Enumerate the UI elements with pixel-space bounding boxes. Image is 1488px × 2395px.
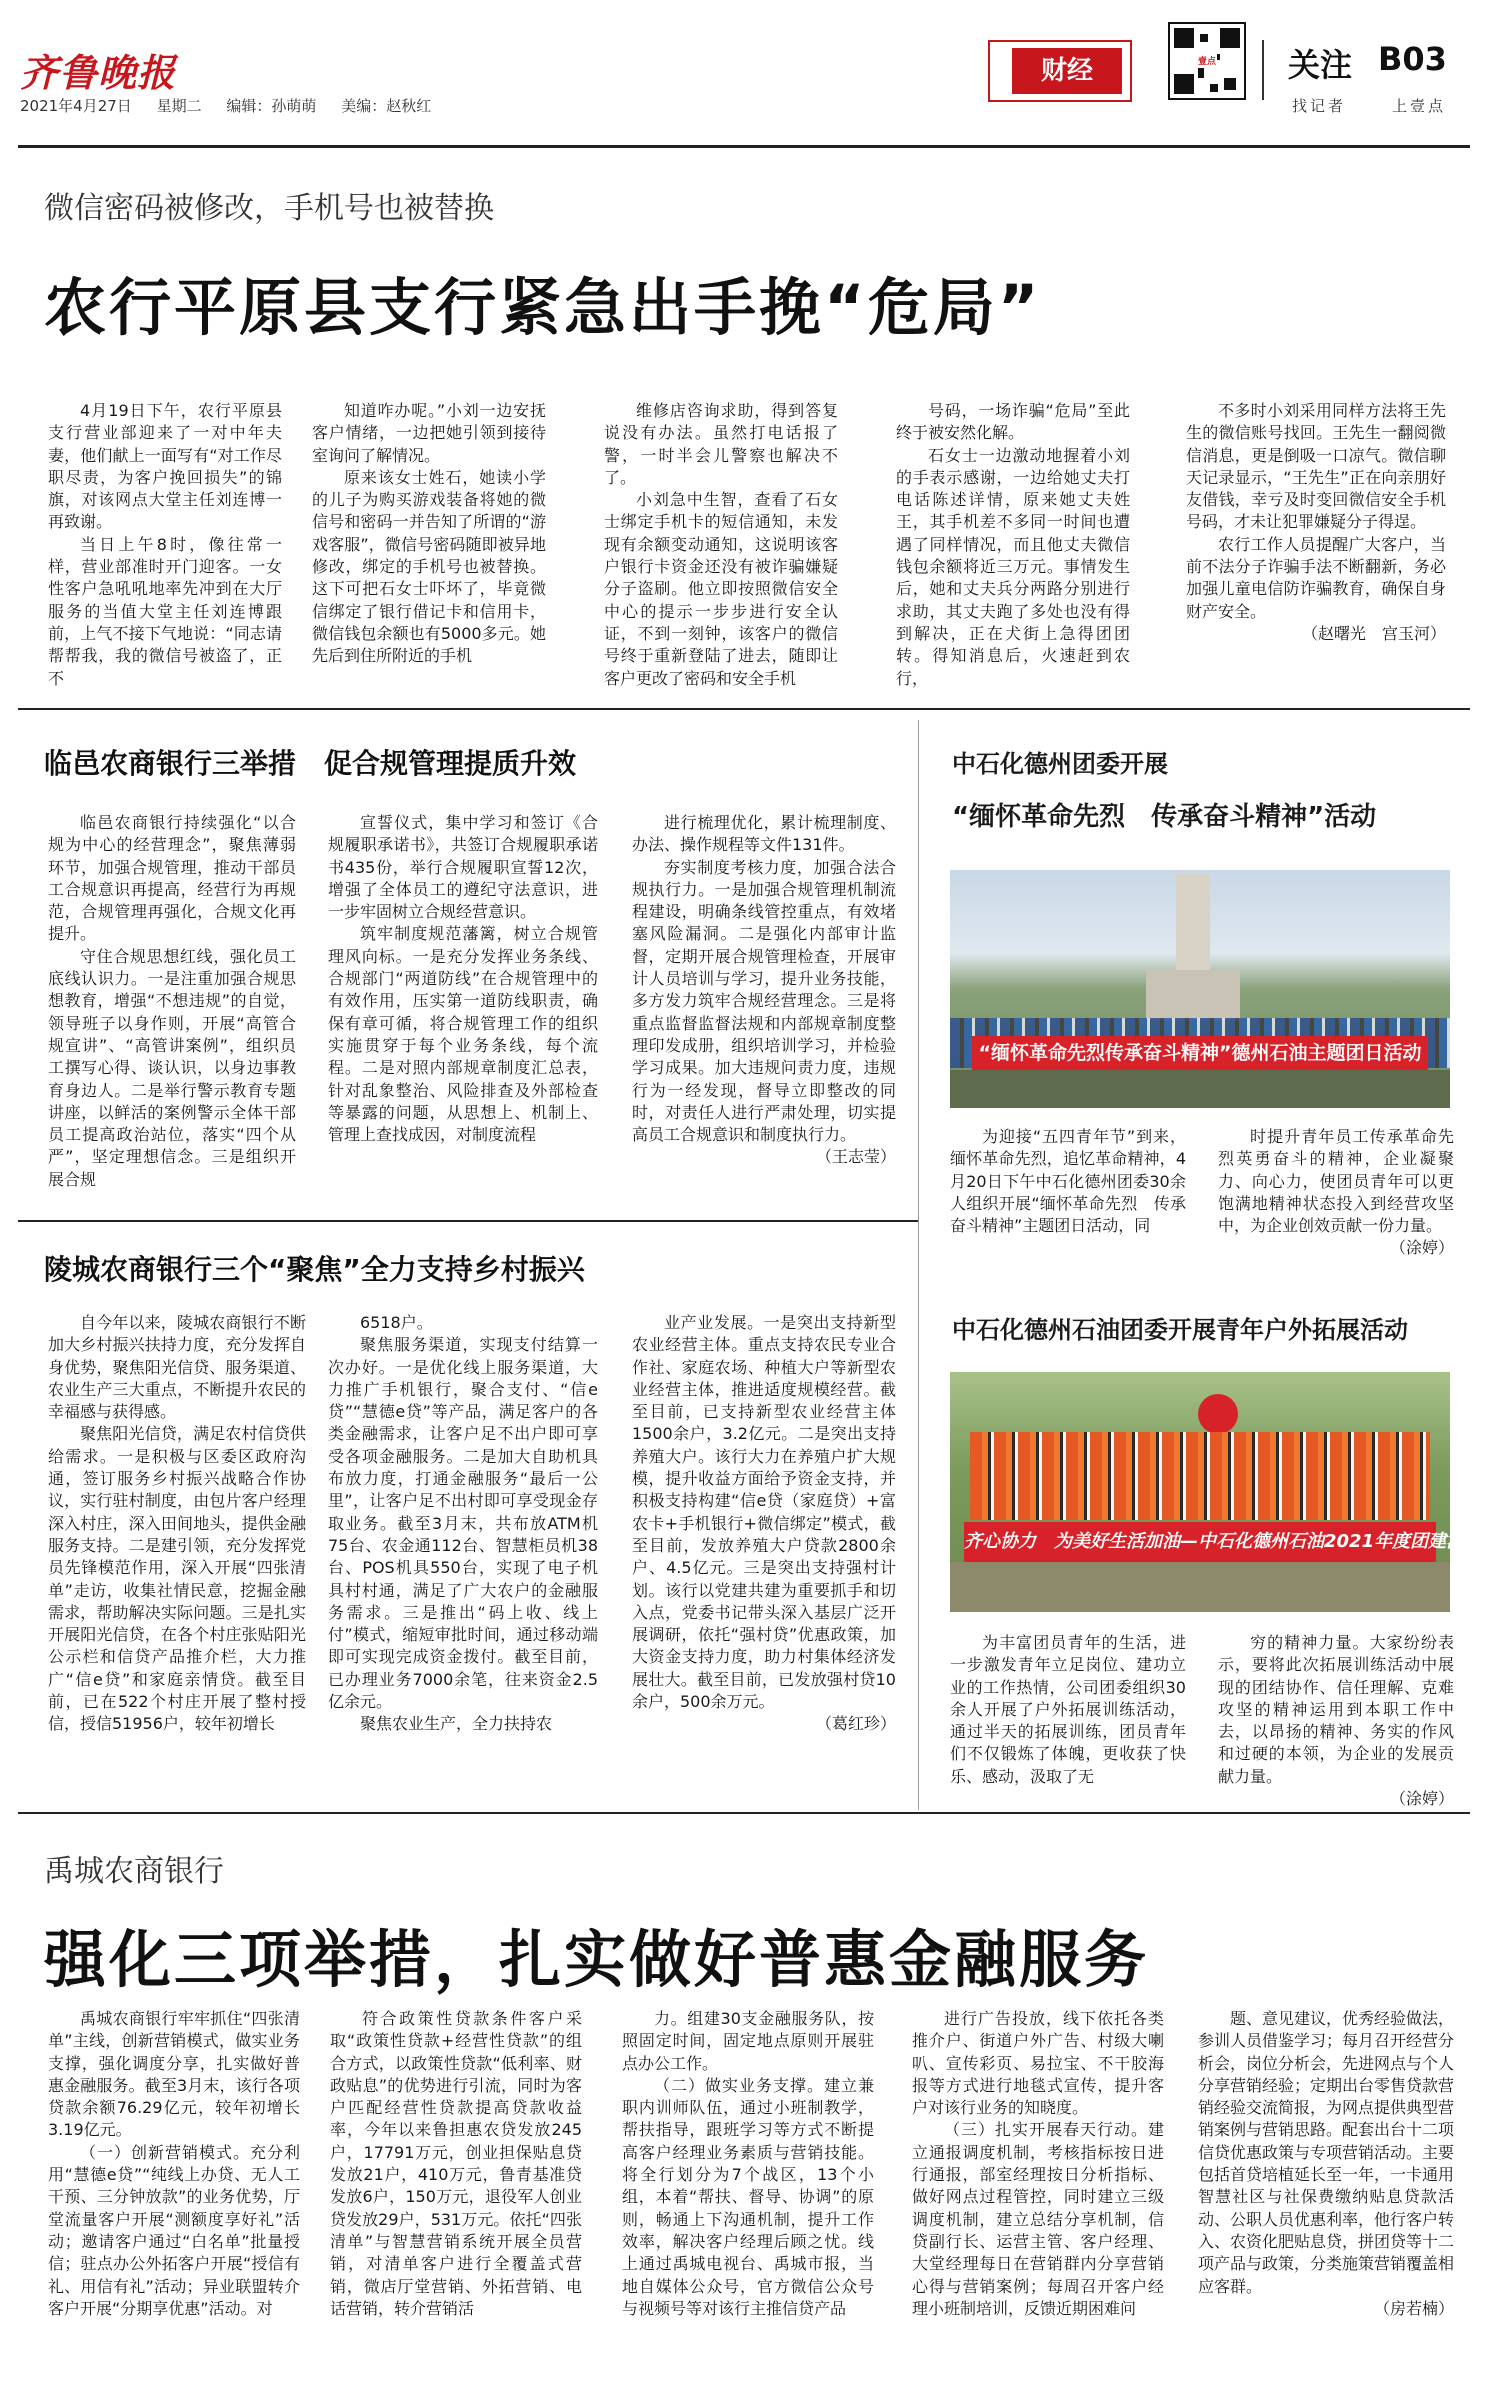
- newspaper-logo: 齐鲁晚报: [20, 50, 177, 95]
- monument-base: [1146, 970, 1240, 1020]
- issue-meta: [20, 95, 451, 116]
- story6-byline: （房若楠）: [1373, 2298, 1454, 2318]
- story5-byline: （涂婷）: [1389, 1789, 1454, 1809]
- story3-col1: [48, 1312, 306, 1786]
- story3-col2-text-p3: 聚焦农业生产，全力扶持农: [360, 1714, 553, 1734]
- masthead-rule: [18, 145, 1470, 148]
- story4-title-line2: “缅怀革命先烈 传承奋斗精神”活动: [952, 802, 1377, 832]
- story1-col3: [604, 400, 838, 690]
- story3-col3: [632, 1312, 896, 1786]
- story1-col5: [1186, 400, 1446, 690]
- section-label: 财经: [1012, 48, 1122, 94]
- story1-col4-text-p2: 石女士一边激动地握着小刘的手表示感谢，一边给她丈夫打电话陈述详情，原来她丈夫姓王，其手机差不多同一时间也遭遇了同样情况，而且他丈夫微信钱包余额将近三万元。事情发生后，她和丈夫兵分两路分别进行求助，其丈夫跑了多处也没有得到解决，正在犬街上急得团团转。得知消息后，火速赶到农行，: [896, 445, 1130, 688]
- story3-col3-text: 业产业发展。一是突出支持新型农业经营主体。重点支持农民专业合作社、家庭农场、种植大户等新型农业经营主体，推进适度规模经营。截至目前，已支持新型农业经营主体1500余户，3.2亿元。二是突出支持养殖大户。该行大力在养殖户扩大规模，提升收益方面给予资金支持，并积极支持构建“信e贷（家庭贷）+富农卡+手机银行+微信绑定”模式，截至目前，发放养殖大户贷款2800余户、4.5亿元。三是突出支持强村计划。该行以党建共建为重要抓手和切入点，党委书记带头深入基层广泛开展调研，依托“强村贷”优惠政策，加大资金支持力度，助力村集体经济发展壮大。截至目前，已发放强村贷10余户，500余万元。: [632, 1313, 896, 1712]
- story2-rule: [18, 1220, 918, 1222]
- story3-byline: （葛红珍）: [815, 1714, 896, 1734]
- follow-label: 关注: [1288, 46, 1353, 84]
- story4-photo-banner: “缅怀革命先烈传承奋斗精神”德州石油主题团日活动: [972, 1036, 1428, 1070]
- story1-col1-text: 4月19日下午，农行平原县支行营业部迎来了一对中年夫妻，他们献上一面写有“对工作尽职尽责，为客户挽回损失”的锦旗，对该网点大堂主任刘连博一再致谢。: [48, 401, 282, 532]
- story6-col5: [1198, 2008, 1454, 2380]
- ground: [950, 1562, 1450, 1612]
- story6-col3: [622, 2008, 874, 2380]
- story1-col1: [48, 400, 282, 690]
- story1-col1-text-p2: 当日上午8时，像往常一样，营业部准时开门迎客。一女性客户急吼吼地率先冲到在大厅服务的当值大堂主任刘连博跟前，上气不接下气地说：“同志请帮帮我，我的微信号被盗了，正不: [48, 534, 282, 688]
- section-tag: [988, 40, 1132, 102]
- qr-label: 壹点: [1197, 54, 1217, 67]
- story4-col1-text: 为迎接“五四青年节”到来，缅怀革命先烈，追忆革命精神，4月20日下午中石化德州团委30余人组织开展“缅怀革命先烈 传承奋斗精神”主题团日活动，同: [950, 1127, 1186, 1236]
- story4-col2: [1218, 1126, 1454, 1286]
- story4-byline: （涂婷）: [1389, 1238, 1454, 1258]
- story3-col1-text: 自今年以来，陵城农商银行不断加大乡村振兴扶持力度，充分发挥自身优势，聚焦阳光信贷、服务渠道、农业生产三大重点，不断提升农民的幸福感与获得感。: [48, 1313, 306, 1422]
- story2-col2: [328, 812, 598, 1202]
- follow-sub: 找记者: [1292, 97, 1347, 115]
- story6-col1-text-p2: （一）创新营销模式。充分利用“慧德e贷”“纯线上办贷、无人工干预、三分钟放款”的业务优势，厅堂流量客户开展“测额度享好礼”活动；邀请客户通过“白名单”批量授信；驻点办公外拓客户开展“授信有礼、用信有礼”活动；异业联盟转介客户开展“分期享优惠”活动。对: [48, 2142, 300, 2318]
- story3-title: 陵城农商银行三个“聚焦”全力支持乡村振兴: [44, 1253, 585, 1286]
- story2-title: 临邑农商银行三举措 促合规管理提质升效: [44, 747, 577, 780]
- story3-col2-text: 6518户。: [360, 1313, 433, 1332]
- story2-byline: （王志莹）: [815, 1147, 896, 1167]
- story5-photo-banner: 齐心协力 为美好生活加油—中石化德州石油2021年度团建活动: [964, 1522, 1436, 1562]
- story6-title: 强化三项举措，扎实做好普惠金融服务: [44, 1923, 1150, 1996]
- story6-col4-text-p2: （三）扎实开展春天行动。建立通报调度机制，考核指标按日进行通报，部室经理按日分析指标、做好网点过程管控，同时建立三级调度机制，建立总结分享机制，信贷副行长、运营主管、客户经理、大堂经理每日在营销群内分享营销心得与营销案例；每周召开客户经理小班制培训，反馈近期困难问: [912, 2120, 1164, 2318]
- story6-col5-text: 题、意见建议，优秀经验做法，参训人员借鉴学习；每月召开经营分析会，岗位分析会，先进网点与个人分享营销经验；定期出台零售贷款营销经验交流简报，为网点提供典型营销案例与营销思路。配套出台十二项信贷优惠政策与专项营销活动。主要包括首贷培植延长至一年，一卡通用智慧社区与社保费缴纳贴息贷款活动、公职人员优惠利率，他行客户转入、农资化肥贴息贷，拼团贷等十二项产品与政策，分类施策营销覆盖相应客群。: [1198, 2009, 1455, 2296]
- story1-col2: [312, 400, 546, 690]
- masthead-divider: [1262, 40, 1264, 100]
- story2-col2-text: 宣誓仪式，集中学习和签订《合规履职承诺书》，共签订合规履职承诺书435份，举行合规履职宣誓12次，增强了全体员工的遵纪守法意识，进一步牢固树立合规经营意识。: [328, 813, 598, 922]
- issue-date: 2021年4月27日: [20, 97, 132, 115]
- designer-credit: 美编：赵秋红: [341, 97, 432, 115]
- story6-col3-text: 力。组建30支金融服务队，按照固定时间，固定地点原则开展驻点办公工作。: [622, 2009, 874, 2073]
- story3-col2: [328, 1312, 598, 1786]
- story2-col1-text: 临邑农商银行持续强化“以合规为中心的经营理念”，聚焦薄弱环节，加强合规管理，推动干部员工合规意识再提高，经营行为再规范，合规管理再强化，合规文化再提升。: [48, 813, 296, 944]
- page-number: B03: [1378, 40, 1447, 78]
- story6-col4-text: 进行广告投放，线下依托各类推介户、街道户外广告、村级大喇叭、宣传彩页、易拉宝、不干胶海报等方式进行地毯式宣传，提升客户对该行业务的知晓度。: [912, 2009, 1164, 2118]
- story5-photo: [950, 1372, 1483, 1612]
- story6-col1: [48, 2008, 300, 2380]
- story1-byline: （赵曙光 宫玉河）: [1301, 623, 1446, 643]
- qr-code-icon: [1168, 22, 1246, 100]
- story6-col3-text-p2: （二）做实业务支撑。建立兼职内训师队伍，通过小班制教学，帮扶指导，跟班学习等方式不断提高客户经理业务素质与营销技能。将全行划分为7个战区，13个小组，本着“帮扶、督导、协调”的原则，畅通上下沟通机制，提升工作效率，解决客户经理后顾之忧。线上通过禹城电视台、禹城市报，当地自媒体公众号，官方微信公众号与视频号等对该行主推信贷产品: [622, 2075, 874, 2318]
- story1-col3-text-p2: 小刘急中生智，查看了石女士绑定手机卡的短信通知，未发现有余额变动通知，这说明该客户银行卡资金还没有被诈骗嫌疑分子盗刷。他立即按照微信安全中心的提示一步步进行安全认证，不到一刻钟，该客户的微信号终于重新登陆了进去，随即让客户更改了密码和安全手机: [604, 490, 838, 688]
- story2-col1: [48, 812, 296, 1202]
- story1-col4: [896, 400, 1130, 690]
- story3-col1-text-p2: 聚焦阳光信贷，满足农村信贷供给需求。一是积极与区委区政府沟通，签订服务乡村振兴战略合作协议，实行驻村制度，由包片客户经理深入村庄，深入田间地头，提供金融服务支持。二是建引领，充分发挥党员先锋模范作用，深入开展“四张清单”走访，收集社情民意，挖掘金融需求，帮助解决实际问题。三是扎实开展阳光信贷，在各个村庄张贴阳光公示栏和信贷产品推介栏，大力推广“信e贷”和家庭亲情贷。截至目前，已在522个村庄开展了整村授信，授信51956户，较年初增长: [48, 1424, 306, 1734]
- story1-title: 农行平原县支行紧急出手挽“危局”: [44, 271, 1042, 344]
- story2-col1-text-p2: 守住合规思想红线，强化员工底线认识力。一是注重加强合规思想教育，增强“不想违规”的自觉，领导班子以身作则，开展“高管合规宣讲”、“高管讲案例”，组织员工撰写心得、谈认识，以身边事教育身边人。二是举行警示教育专题讲座，以鲜活的案例警示全体干部员工提高政治站位，落实“四个从严”，坚定理想信念。三是组织开展合规: [48, 946, 296, 1189]
- story1-col5-text-p2: 农行工作人员提醒广大客户，当前不法分子诈骗手法不断翻新，务必加强儿童电信防诈骗教育，确保自身财产安全。: [1186, 534, 1446, 621]
- story2-col2-text-p2: 筑牢制度规范藩篱，树立合规管理风向标。一是充分发挥业务条线、合规部门“两道防线”在合规管理中的有效作用，压实第一道防线职责，确保有章可循，将合规管理工作的组织实施贯穿于每个业务条线，每个流程。二是对照内部规章制度汇总表，针对乱象整治、风险排查及外部检查等暴露的问题，从思想上、机制上、管理上查找成因，对制度流程: [328, 924, 598, 1145]
- story5-col1-text: 为丰富团员青年的生活，进一步激发青年立足岗位、建功立业的工作热情，公司团委组织30余人开展了户外拓展训练活动，通过半天的拓展训练，团员青年们不仅锻炼了体魄，更收获了快乐、感动，汲取了无: [950, 1633, 1186, 1786]
- story5-col1: [950, 1632, 1186, 1792]
- story6-kicker: 禹城农商银行: [44, 1854, 224, 1889]
- story2-col3-text: 进行梳理优化，累计梳理制度、办法、操作规程等文件131件。: [632, 813, 896, 855]
- group-people: [970, 1432, 1430, 1520]
- story6-col1-text: 禹城农商银行牢牢抓住“四张清单”主线，创新营销模式，做实业务支撑，强化调度分享，扎实做好普惠金融服务。截至3月末，该行各项贷款余额76.29亿元，较年初增长3.19亿元。: [48, 2009, 300, 2140]
- page-number-sub: 上壹点: [1392, 97, 1447, 115]
- story1-col5-text: 不多时小刘采用同样方法将王先生的微信账号找回。王先生一翻阅微信消息，更是倒吸一口凉气。微信聊天记录显示，“王先生”正在向亲朋好友借钱，幸亏及时变回微信安全手机号码，才未让犯罪嫌疑分子得逞。: [1186, 401, 1446, 532]
- story2-col3-text-p2: 夯实制度考核力度，加强合法合规执行力。一是加强合规管理机制流程建设，明确条线管控重点，有效堵塞风险漏洞。二是强化内部审计监督，定期开展合规管理检查，开展审计人员培训与学习，提升业务技能，多方发力筑牢合规经营理念。三是将重点监督监督法规和内部规章制度整理印发成册，组织培训学习，并检验学习成果。加大违规问责力度，违规行为一经发现，督导立即整改的同时，对责任人进行严肃处理，切实提高员工合规意识和制度执行力。: [632, 857, 896, 1145]
- story1-rule: [18, 708, 1470, 710]
- story6-col4: [912, 2008, 1164, 2380]
- story5-col2-text: 穷的精神力量。大家纷纷表示，要将此次拓展训练活动中展现的团结协作、信任理解、克难攻坚的精神运用到本职工作中去，以昂扬的精神、务实的作风和过硬的本领，为企业的发展贡献力量。: [1218, 1633, 1454, 1786]
- story5-col2: [1218, 1632, 1454, 1809]
- story6-col2-text: 符合政策性贷款条件客户采取“政策性贷款+经营性贷款”的组合方式，以政策性贷款“低利率、财政贴息”的优势进行引流，同时为客户匹配经营性贷款提高贷款收益率，今年以来鲁担惠农贷发放245户，17791万元，创业担保贴息贷发放21户，410万元，鲁青基准贷发放6户，150万元，退役军人创业贷发放29户，531万元。依托“四张清单”与智慧营销系统开展全员营销，对清单客户进行全覆盖式营销，微店厅堂营销、外拓营销、电话营销，转介营销活: [330, 2009, 582, 2318]
- story5-rule: [18, 1812, 1470, 1814]
- story3-col2-text-p2: 聚焦服务渠道，实现支付结算一次办好。一是优化线上服务渠道，大力推广手机银行，聚合支付、“信e贷”“慧德e贷”等产品，满足客户的各类金融需求，让客户足不出户即可享受各项金融服务。二是加大自助机具布放力度，打通金融服务“最后一公里”，让客户足不出村即可享受现金存取业务。截至3月末，共布放ATM机75台、农金通112台、智慧柜员机38台、POS机具550台，实现了电子机具村村通，满足了广大农户的金融服务需求。三是推出“码上收、线上付”模式，缩短审批时间，通过移动端即可实现完成资金拨付。截至目前，已办理业务7000余笔，往来资金2.5亿余元。: [328, 1335, 598, 1712]
- story5-title: 中石化德州石油团委开展青年户外拓展活动: [952, 1316, 1408, 1344]
- story4-col2-text: 时提升青年员工传承革命先烈英勇奋斗的精神，企业凝聚力、向心力，使团员青年可以更饱满地精神状态投入到经营攻坚中，为企业创效贡献一份力量。: [1218, 1127, 1454, 1236]
- column-divider: [918, 720, 919, 1810]
- story4-title-line1: 中石化德州团委开展: [952, 750, 1168, 778]
- story6-col2: [330, 2008, 582, 2380]
- story1-kicker: 微信密码被修改，手机号也被替换: [44, 191, 494, 226]
- story1-col2-text-p2: 原来该女士姓石，她读小学的儿子为购买游戏装备将她的微信号和密码一并告知了所谓的“游戏客服”，微信号密码随即被异地修改，绑定的手机号也被替换。这下可把石女士吓坏了，毕竟微信绑定了银行借记卡和信用卡，微信钱包余额也有5000多元。她先后到住所附近的手机: [312, 467, 546, 666]
- flag-emblem: [1198, 1394, 1238, 1434]
- editor-credit: 编辑：孙萌萌: [226, 97, 317, 115]
- story1-col4-text: 号码，一场诈骗“危局”至此终于被安然化解。: [896, 401, 1130, 443]
- story1-col2-text: 知道咋办呢。”小刘一边安抚客户情绪，一边把她引领到接待室询问了解情况。: [312, 401, 546, 465]
- story1-col3-text: 维修店咨询求助，得到答复说没有办法。虽然打电话报了警，一时半会儿警察也解决不了。: [604, 401, 838, 487]
- story4-photo: [950, 870, 1450, 1108]
- ground: [950, 1070, 1450, 1108]
- story4-col1: [950, 1126, 1186, 1286]
- story2-col3: [632, 812, 896, 1202]
- issue-weekday: 星期二: [156, 97, 202, 115]
